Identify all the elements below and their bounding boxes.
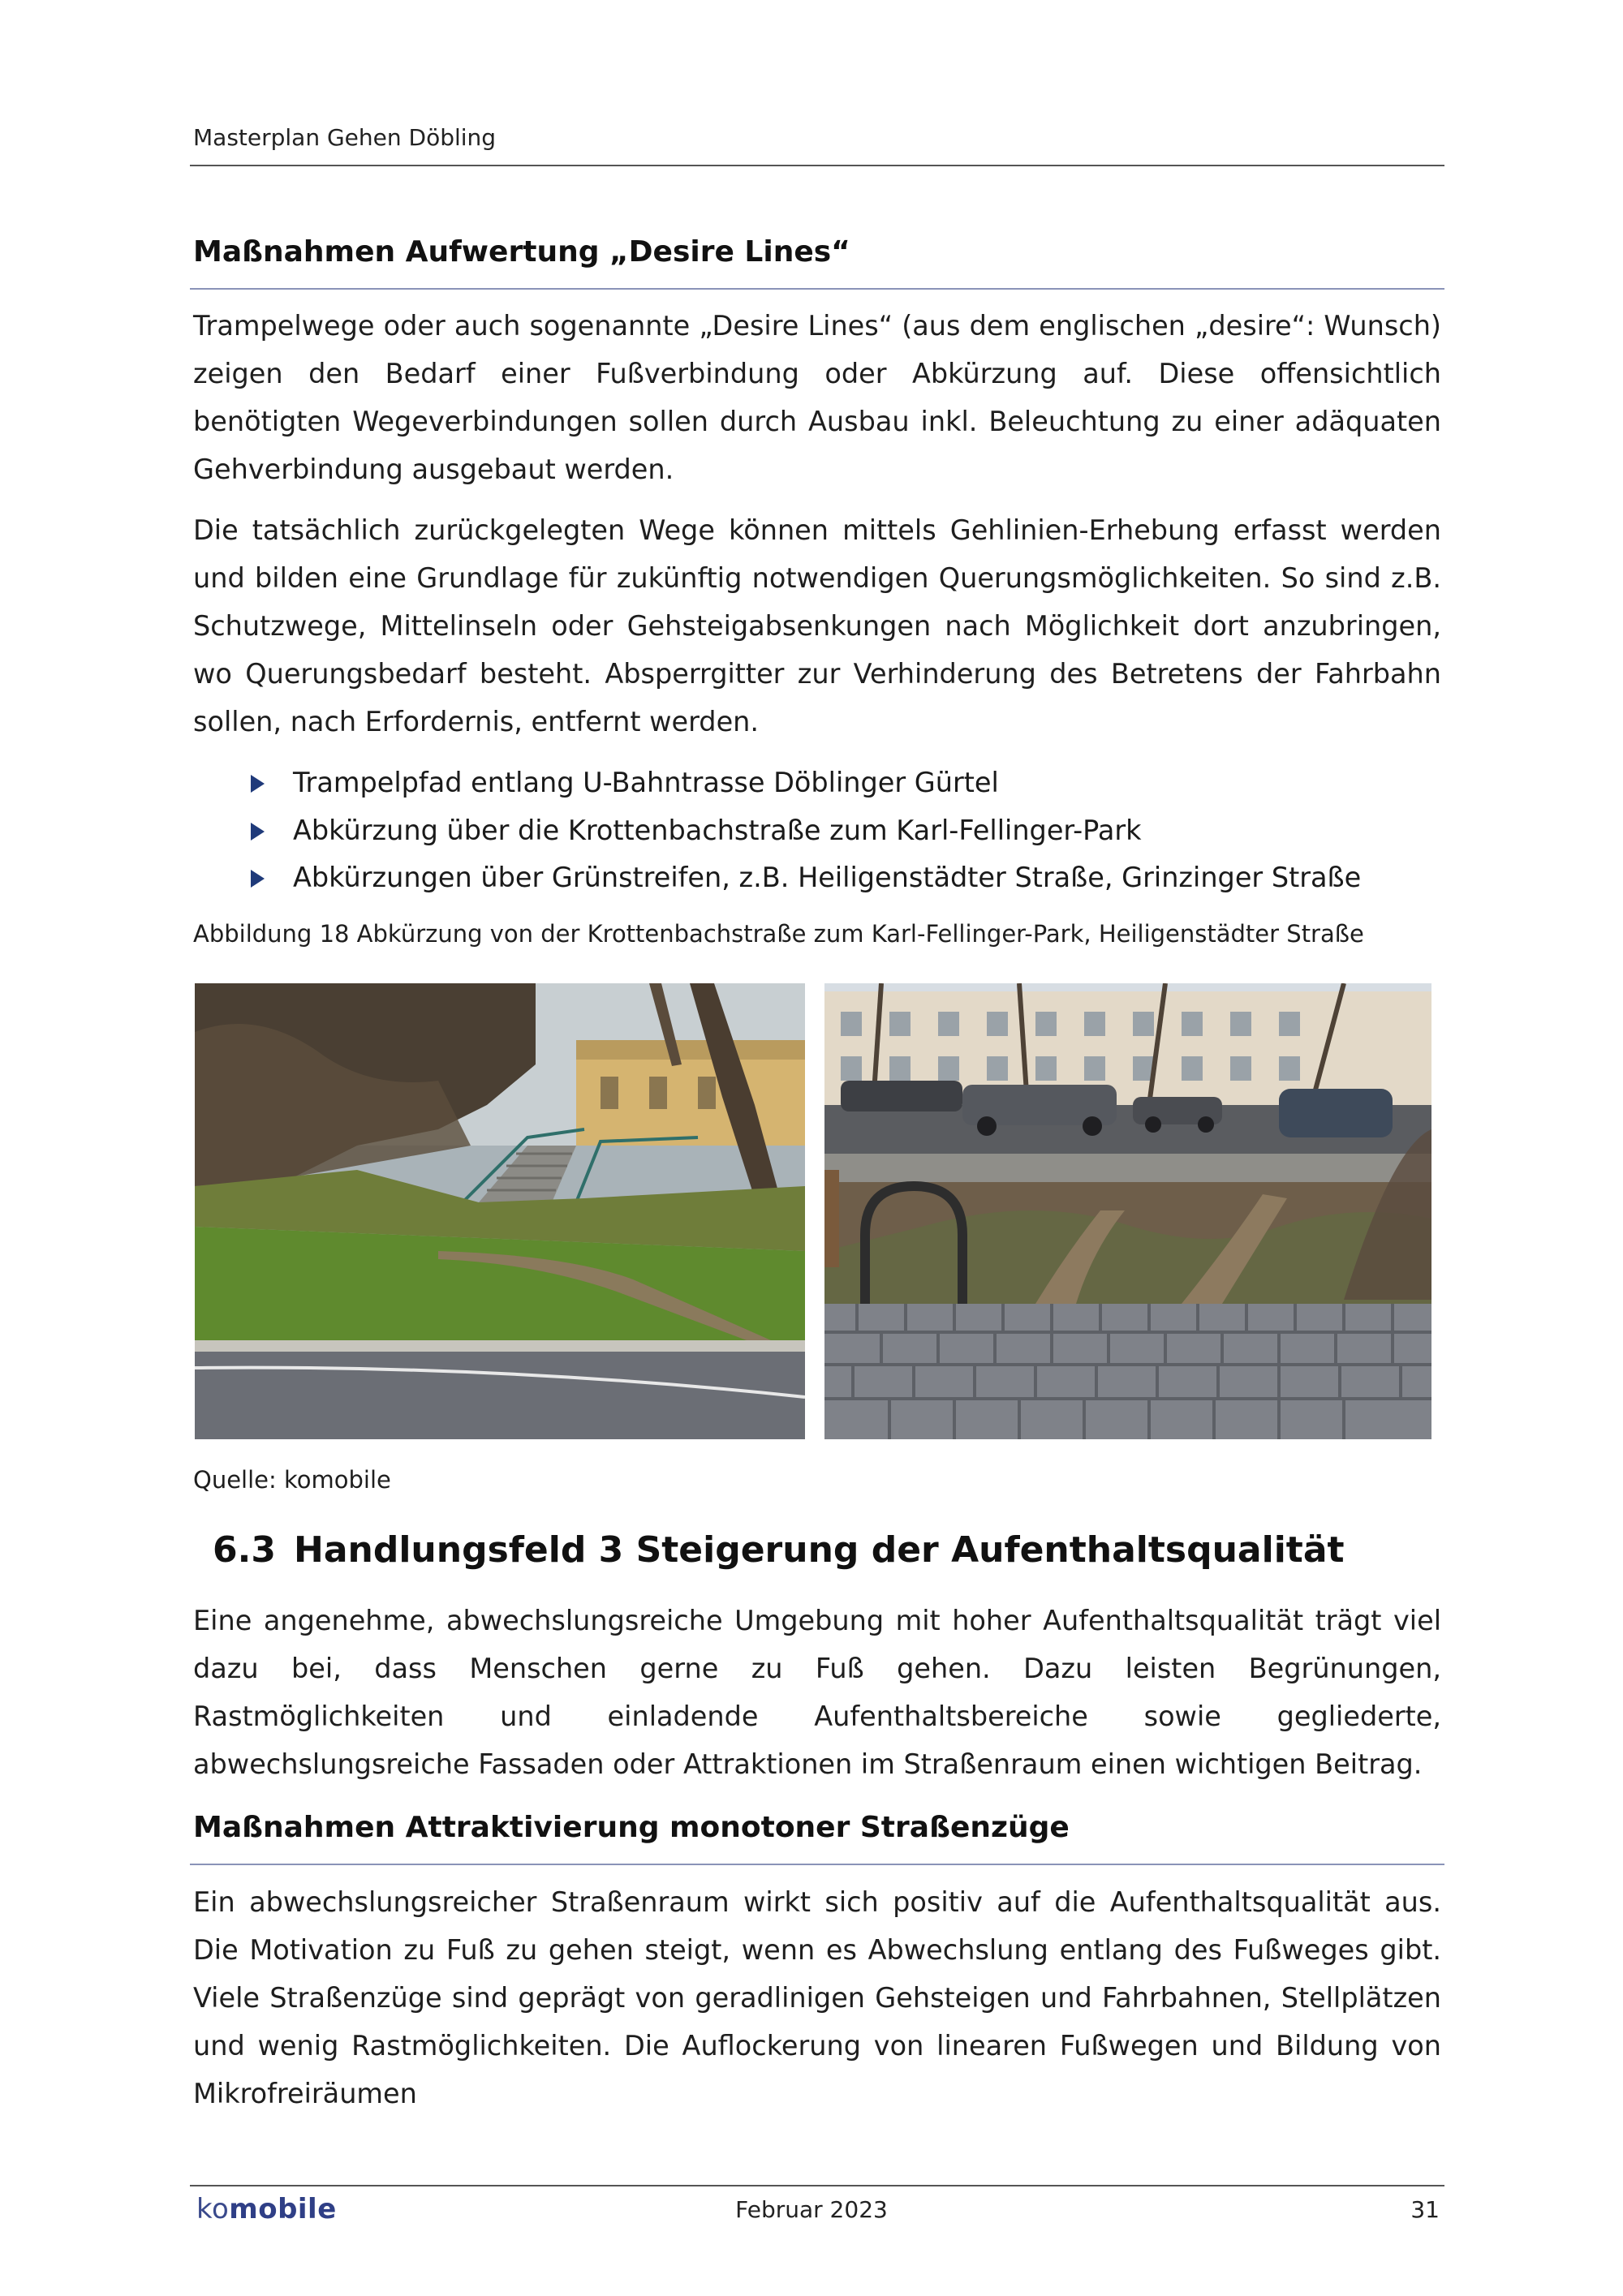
footer-date: Februar 2023 (735, 2196, 888, 2223)
figure-source: Quelle: komobile (193, 1466, 391, 1494)
list-item: Abkürzungen über Grünstreifen, z.B. Heiligenstädter Straße, Grinzinger Straße (248, 854, 1361, 902)
heading-monotone-strassen: Maßnahmen Attraktivierung monotoner Straßenzüge (193, 1811, 1070, 1844)
paragraph-strassenraum: Ein abwechslungsreicher Straßenraum wirkt sich positiv auf die Aufenthaltsqualität aus. Die Motivation zu Fuß zu gehen steigt, wenn es Abwechslung entlang des Fußweges gibt. Viele Straßenzüge sind geprägt von geradlinigen Gehsteigen und Fahrbahnen, Stellplätzen und wenig Rastmöglichkeiten. Die Auflockerung von linearen Fußwegen und Bildung von Mikrofreiräumen (193, 1886, 1441, 2109)
bullet-triangle-icon (251, 775, 265, 793)
section-number: 6.3 (213, 1529, 276, 1571)
komobile-logo: komobile (196, 2193, 337, 2225)
bullet-triangle-icon (251, 823, 265, 841)
heading-rule (190, 288, 1444, 290)
heading-desire-lines: Maßnahmen Aufwertung „Desire Lines“ (193, 235, 850, 269)
figure-caption: Abbildung 18 Abkürzung von der Krottenbachstraße zum Karl-Fellinger-Park, Heiligenstädter Straße (193, 920, 1364, 948)
list-item: Trampelpfad entlang U-Bahntrasse Döblinger Gürtel (248, 759, 1361, 807)
list-item: Abkürzung über die Krottenbachstraße zum Karl-Fellinger-Park (248, 807, 1361, 855)
header-rule (190, 165, 1444, 166)
section-heading-6-3 (213, 1529, 1345, 1571)
bullet-list (248, 759, 1361, 902)
photo-krottenbachstrasse-path (195, 983, 805, 1439)
paragraph-desire-1: Trampelwege oder auch sogenannte „Desire Lines“ (aus dem englischen „desire“: Wunsch) zeigen den Bedarf einer Fußverbindung oder Abkürzung auf. Diese offensichtlich benötigten Wegeverbindungen sollen durch Ausbau inkl. Beleuchtung zu einer adäquaten Gehverbindung ausgebaut werden. (193, 310, 1441, 485)
paragraph-aufenthalt: Eine angenehme, abwechslungsreiche Umgebung mit hoher Aufenthaltsqualität trägt viel dazu bei, dass Menschen gerne zu Fuß gehen. Dazu leisten Begrünungen, Rastmöglichkeiten und einladende Aufenthaltsbereiche sowie gegliederte, abwechslungsreiche Fassaden oder Attraktionen im Straßenraum einen wichtigen Beitrag. (193, 1605, 1441, 1780)
bullet-triangle-icon (251, 870, 265, 888)
heading-rule (190, 1864, 1444, 1865)
running-header: Masterplan Gehen Döbling (193, 124, 497, 151)
page-number: 31 (1410, 2196, 1440, 2223)
footer-rule (190, 2185, 1444, 2186)
paragraph-desire-2: Die tatsächlich zurückgelegten Wege können mittels Gehlinien-Erhebung erfasst werden und bilden eine Grundlage für zukünftig notwendigen Querungsmöglichkeiten. So sind z.B. Schutzwege, Mittelinseln oder Gehsteigabsenkungen nach Möglichkeit dort anzubringen, wo Querungsbedarf besteht. Absperrgitter zur Verhinderung des Betretens der Fahrbahn sollen, nach Erfordernis, entfernt werden. (193, 514, 1441, 737)
section-title: Handlungsfeld 3 Steigerung der Aufenthaltsqualität (294, 1529, 1345, 1571)
photo-heiligenstaedter-strasse (824, 983, 1431, 1439)
